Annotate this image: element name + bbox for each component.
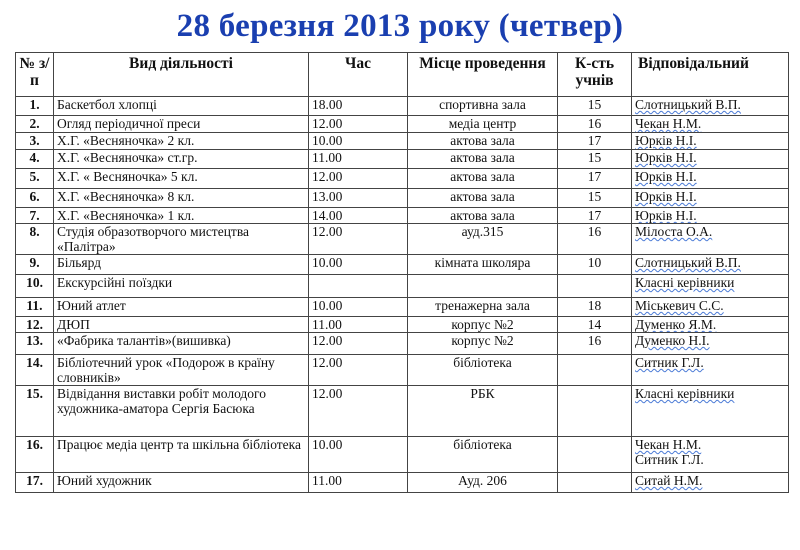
activity-cell: «Фабрика талантів»(вишивка) [54, 333, 309, 355]
place-cell: РБК [408, 386, 558, 437]
table-row [16, 386, 789, 437]
count-cell: 18 [558, 298, 632, 317]
table-row [16, 333, 789, 355]
count-cell: 17 [558, 208, 632, 224]
count-cell: 16 [558, 224, 632, 255]
time-cell: 18.00 [309, 97, 408, 116]
schedule-table [15, 52, 789, 493]
time-cell: 12.00 [309, 333, 408, 355]
activity-cell: Х.Г. « Весняночка» 5 кл. [54, 169, 309, 189]
activity-cell: Відвідання виставки робіт молодого художника-аматора Сергія Басюка [54, 386, 309, 437]
activity-cell: Студія образотворчого мистецтва «Палітра» [54, 224, 309, 255]
count-cell [558, 473, 632, 493]
header-responsible: Відповідальний [632, 53, 789, 97]
responsible-name: Мілоста О.А. [635, 224, 713, 239]
time-cell: 12.00 [309, 355, 408, 386]
count-cell: 16 [558, 116, 632, 133]
activity-cell: Бібліотечний урок «Подорож в країну словників» [54, 355, 309, 386]
header-activity: Вид діяльності [54, 53, 309, 97]
activity-cell: ДЮП [54, 317, 309, 333]
table-row [16, 97, 789, 116]
row-number: 15. [16, 386, 54, 437]
table-row [16, 169, 789, 189]
table-row [16, 437, 789, 473]
time-cell: 12.00 [309, 116, 408, 133]
row-number: 17. [16, 473, 54, 493]
place-cell: актова зала [408, 169, 558, 189]
place-cell: актова зала [408, 208, 558, 224]
time-cell: 10.00 [309, 437, 408, 473]
responsible-cell [632, 473, 789, 493]
table-row [16, 355, 789, 386]
activity-cell: Більярд [54, 255, 309, 275]
count-cell: 17 [558, 133, 632, 150]
place-cell: актова зала [408, 133, 558, 150]
count-cell [558, 355, 632, 386]
table-row [16, 208, 789, 224]
responsible-name: Ситай Н.М. [635, 473, 703, 488]
table-row [16, 255, 789, 275]
page-title: 28 березня 2013 року (четвер) [176, 8, 624, 44]
responsible-name-2: Ситник Г.Л. [635, 452, 704, 467]
count-cell: 10 [558, 255, 632, 275]
time-cell: 10.00 [309, 298, 408, 317]
count-cell [558, 437, 632, 473]
row-number: 10. [16, 275, 54, 298]
time-cell: 13.00 [309, 189, 408, 208]
responsible-cell [632, 150, 789, 169]
activity-cell: Х.Г. «Весняночка» ст.гр. [54, 150, 309, 169]
time-cell: 12.00 [309, 224, 408, 255]
place-cell: спортивна зала [408, 97, 558, 116]
place-cell: бібліотека [408, 355, 558, 386]
activity-cell: Юний атлет [54, 298, 309, 317]
responsible-cell [632, 255, 789, 275]
row-number: 2. [16, 116, 54, 133]
place-cell: Ауд. 206 [408, 473, 558, 493]
responsible-name: Юрків Н.І. [635, 169, 697, 184]
responsible-name: Міськевич С.С. [635, 298, 724, 313]
place-cell: актова зала [408, 189, 558, 208]
responsible-cell [632, 298, 789, 317]
row-number: 6. [16, 189, 54, 208]
row-number: 9. [16, 255, 54, 275]
table-row [16, 189, 789, 208]
row-number: 8. [16, 224, 54, 255]
activity-cell: Екскурсійні поїздки [54, 275, 309, 298]
responsible-cell [632, 317, 789, 333]
count-cell: 16 [558, 333, 632, 355]
responsible-cell [632, 333, 789, 355]
responsible-cell [632, 355, 789, 386]
time-cell: 10.00 [309, 255, 408, 275]
count-cell [558, 386, 632, 437]
row-number: 5. [16, 169, 54, 189]
row-number: 12. [16, 317, 54, 333]
responsible-cell [632, 437, 789, 473]
header-num: № з/п [16, 53, 54, 97]
responsible-name: Класні керівники [635, 386, 735, 401]
activity-cell: Баскетбол хлопці [54, 97, 309, 116]
table-row [16, 317, 789, 333]
responsible-name: Слотницький В.П. [635, 97, 741, 112]
count-cell: 15 [558, 97, 632, 116]
responsible-cell [632, 275, 789, 298]
place-cell: актова зала [408, 150, 558, 169]
table-row [16, 116, 789, 133]
responsible-name: Юрків Н.І. [635, 133, 697, 148]
activity-cell: Х.Г. «Весняночка» 2 кл. [54, 133, 309, 150]
responsible-name: Чекан Н.М. [635, 116, 702, 131]
time-cell: 12.00 [309, 386, 408, 437]
count-cell: 15 [558, 150, 632, 169]
row-number: 1. [16, 97, 54, 116]
time-cell: 14.00 [309, 208, 408, 224]
responsible-name: Класні керівники [635, 275, 735, 290]
place-cell: ауд.315 [408, 224, 558, 255]
time-cell: 11.00 [309, 317, 408, 333]
responsible-cell [632, 133, 789, 150]
table-row [16, 275, 789, 298]
activity-cell: Огляд періодичної преси [54, 116, 309, 133]
responsible-cell [632, 97, 789, 116]
activity-cell: Працює медіа центр та шкільна бібліотека [54, 437, 309, 473]
responsible-name: Думенко Я.М. [635, 317, 717, 332]
responsible-name: Юрків Н.І. [635, 150, 697, 165]
header-time: Час [309, 53, 408, 97]
header-count: К-сть учнів [558, 53, 632, 97]
row-number: 3. [16, 133, 54, 150]
row-number: 11. [16, 298, 54, 317]
count-cell: 17 [558, 169, 632, 189]
responsible-cell [632, 116, 789, 133]
responsible-name: Ситник Г.Л. [635, 355, 704, 370]
responsible-cell [632, 224, 789, 255]
time-cell: 12.00 [309, 169, 408, 189]
place-cell: корпус №2 [408, 317, 558, 333]
place-cell [408, 275, 558, 298]
table-row [16, 133, 789, 150]
place-cell: кімната школяра [408, 255, 558, 275]
time-cell: 11.00 [309, 473, 408, 493]
table-row [16, 150, 789, 169]
count-cell [558, 275, 632, 298]
responsible-name: Слотницький В.П. [635, 255, 741, 270]
responsible-cell [632, 386, 789, 437]
responsible-name: Думенко Н.І. [635, 333, 710, 348]
responsible-cell [632, 169, 789, 189]
count-cell: 14 [558, 317, 632, 333]
table-row [16, 224, 789, 255]
activity-cell: Х.Г. «Весняночка» 8 кл. [54, 189, 309, 208]
responsible-name: Юрків Н.І. [635, 189, 697, 204]
count-cell: 15 [558, 189, 632, 208]
place-cell: бібліотека [408, 437, 558, 473]
place-cell: корпус №2 [408, 333, 558, 355]
row-number: 16. [16, 437, 54, 473]
header-place: Місце проведення [408, 53, 558, 97]
responsible-name: Юрків Н.І. [635, 208, 697, 223]
responsible-cell [632, 208, 789, 224]
responsible-name: Чекан Н.М. [635, 437, 702, 452]
time-cell: 10.00 [309, 133, 408, 150]
place-cell: тренажерна зала [408, 298, 558, 317]
place-cell: медіа центр [408, 116, 558, 133]
row-number: 14. [16, 355, 54, 386]
table-row [16, 473, 789, 493]
time-cell: 11.00 [309, 150, 408, 169]
row-number: 4. [16, 150, 54, 169]
header-row [16, 53, 789, 97]
activity-cell: Х.Г. «Весняночка» 1 кл. [54, 208, 309, 224]
row-number: 7. [16, 208, 54, 224]
activity-cell: Юний художник [54, 473, 309, 493]
row-number: 13. [16, 333, 54, 355]
responsible-cell [632, 189, 789, 208]
table-row [16, 298, 789, 317]
time-cell [309, 275, 408, 298]
